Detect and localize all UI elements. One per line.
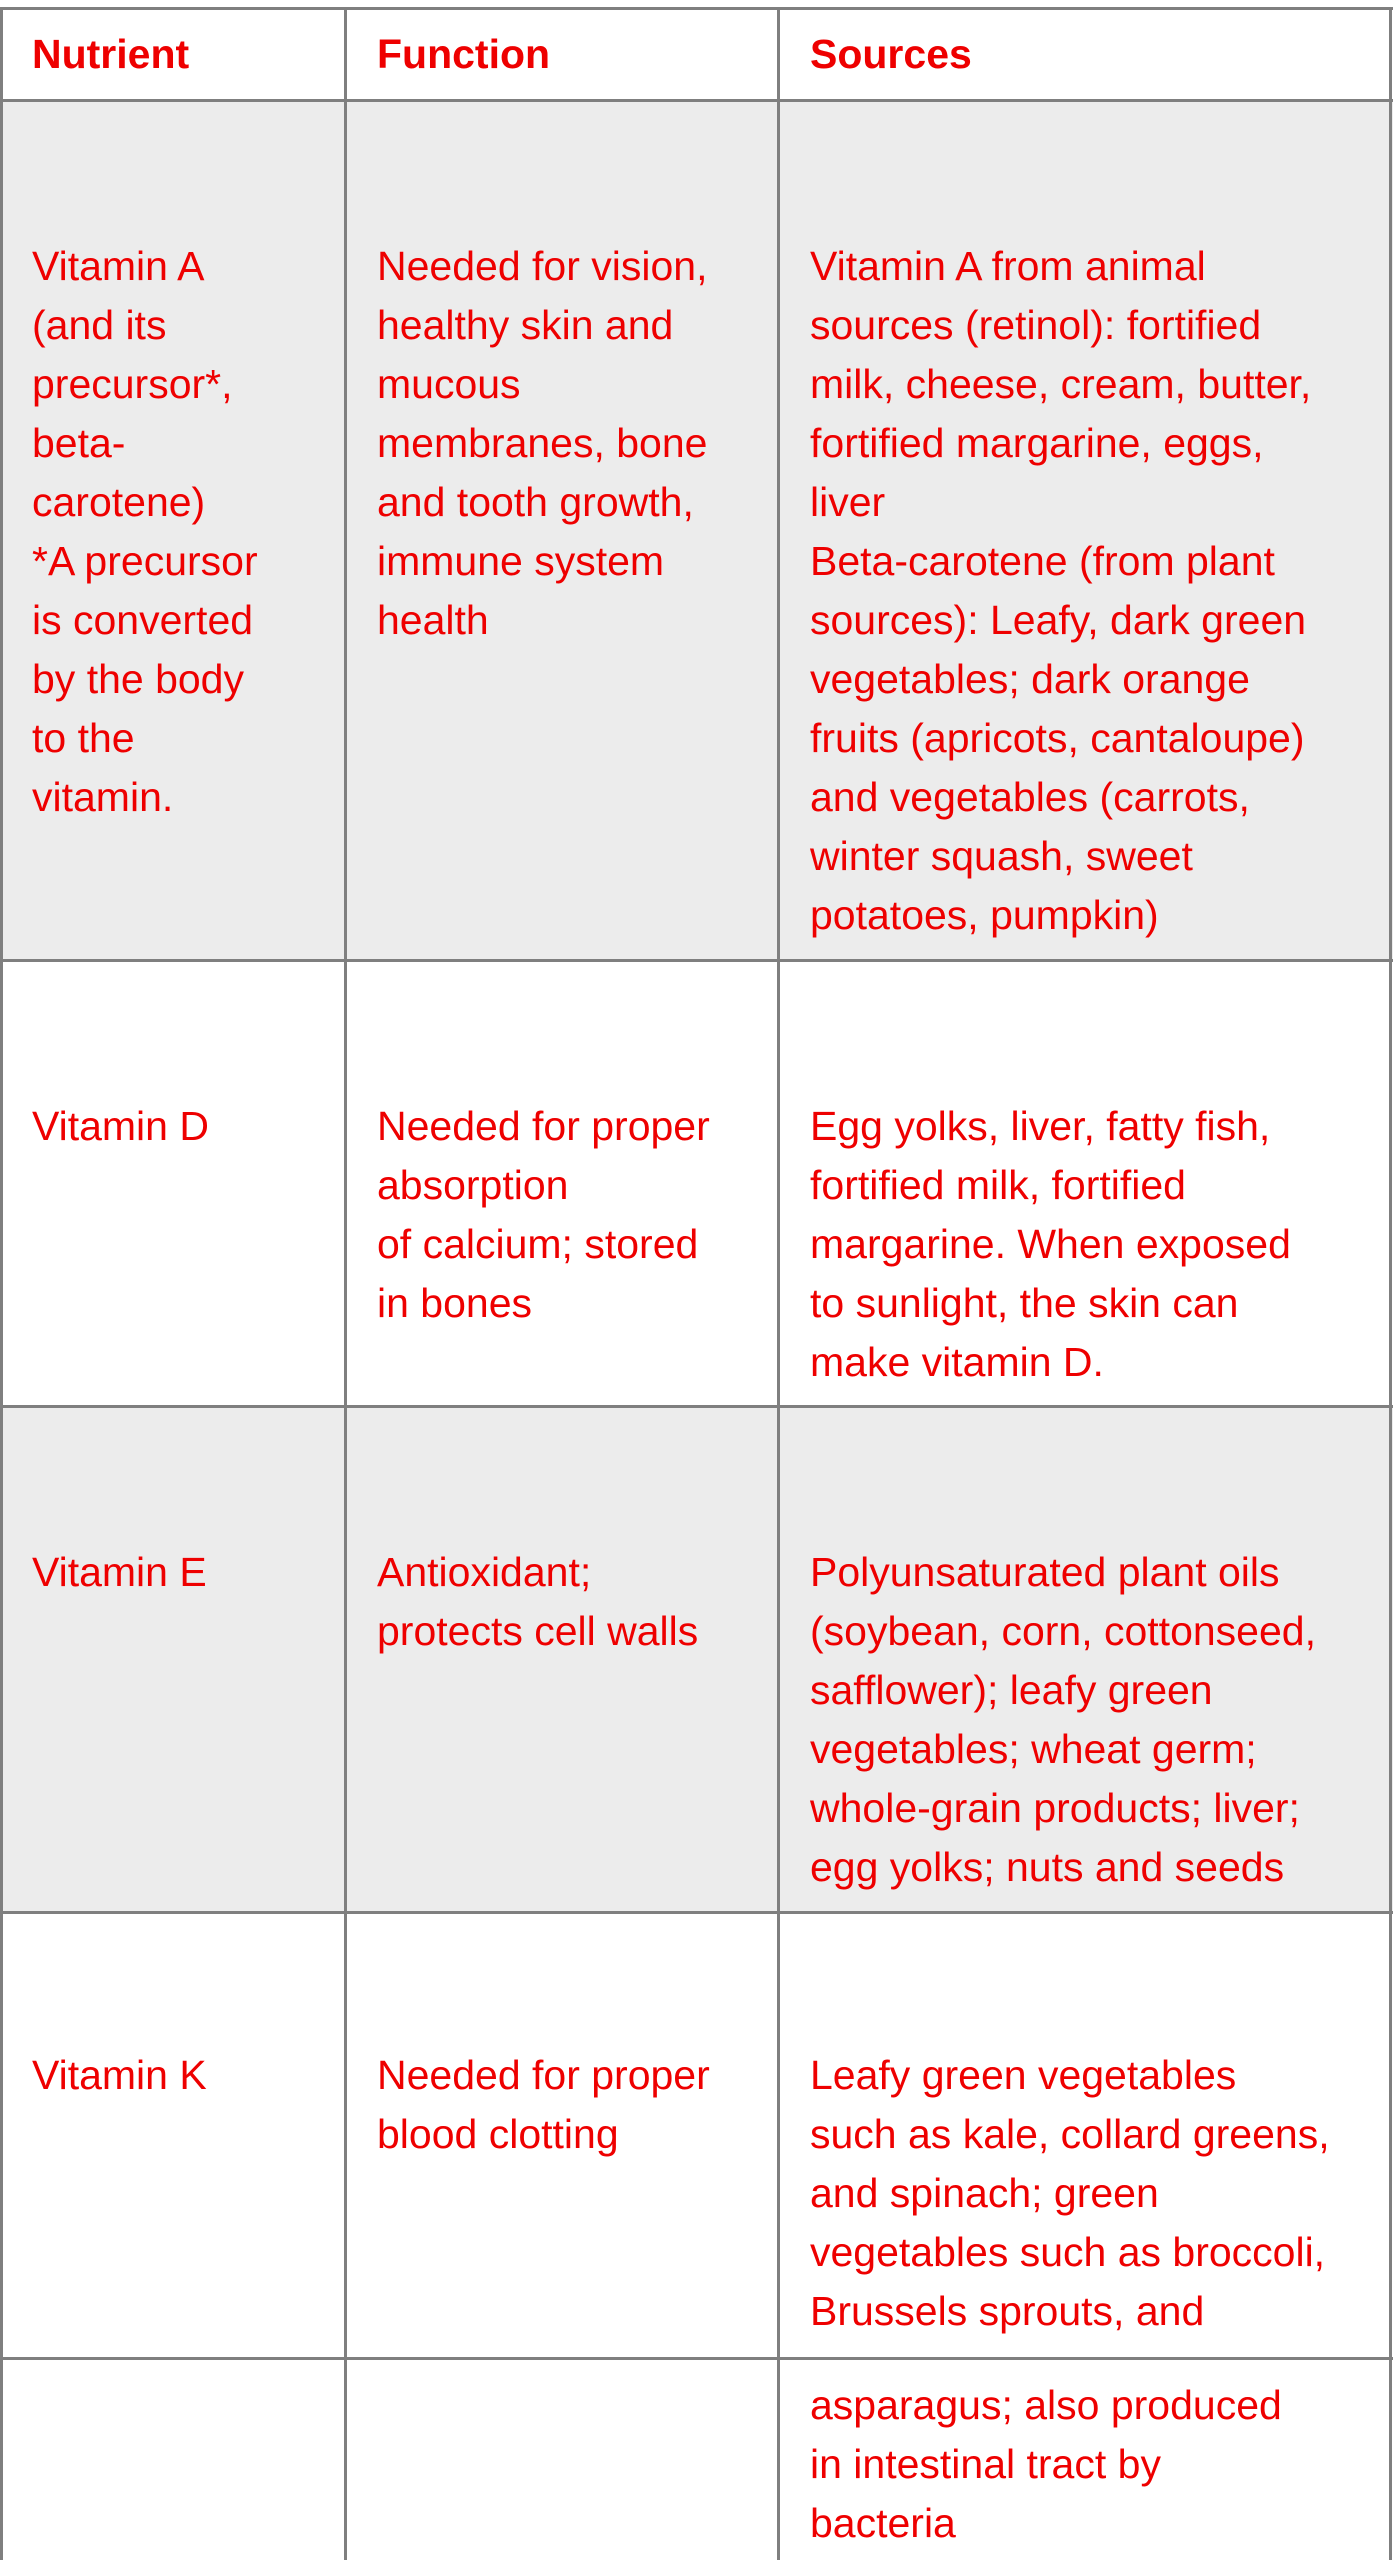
border-row-1 [0,959,1393,962]
cell-sources: Polyunsaturated plant oils (soybean, corn, cottonseed, safflower); leafy green vegetables; wheat germ; whole-grain products; liver; egg yolks; nuts and seeds [810,1549,1316,1890]
cell-sources: Vitamin A from animal sources (retinol): fortified milk, cheese, cream, butter, fortified margarine, eggs, liver Beta-carotene (from plant sources): Leafy, dark green vegetables; dark orange fruits (apricots, cantaloupe) and vegetables (carrots, winter squash, sweet potatoes, pumpkin) [810,243,1312,938]
border-top [0,7,1393,10]
border-row-4 [0,2357,1393,2360]
cell-function: Antioxidant; protects cell walls [377,1549,699,1654]
border-row-2 [0,1405,1393,1408]
border-col-1 [344,7,347,2560]
cell-nutrient: Vitamin A (and its precursor*, beta- carotene) *A precursor is converted by the body to the vitamin. [32,243,258,820]
border-row-3 [0,1911,1393,1914]
cell-function: Needed for proper absorption of calcium; stored in bones [377,1103,710,1326]
cell-sources: Leafy green vegetables such as kale, collard greens, and spinach; green vegetables such as broccoli, Brussels sprouts, and [810,2052,1330,2334]
cell-nutrient: Vitamin K [32,2052,207,2098]
cell-sources: Egg yolks, liver, fatty fish, fortified milk, fortified margarine. When exposed to sunlight, the skin can make vitamin D. [810,1103,1291,1385]
border-col-2 [777,7,780,2560]
header-nutrient: Nutrient [32,31,190,77]
cell-nutrient: Vitamin E [32,1549,207,1595]
header-sources: Sources [810,31,972,77]
cell-sources: asparagus; also produced in intestinal tract by bacteria [810,2382,1282,2546]
border-header [0,99,1393,102]
cell-function: Needed for vision, healthy skin and mucous membranes, bone and tooth growth, immune system health [377,243,708,643]
border-left [0,7,3,2560]
header-function: Function [377,31,551,77]
border-right [1389,7,1392,2560]
cell-nutrient: Vitamin D [32,1103,209,1149]
cell-function: Needed for proper blood clotting [377,2052,710,2157]
